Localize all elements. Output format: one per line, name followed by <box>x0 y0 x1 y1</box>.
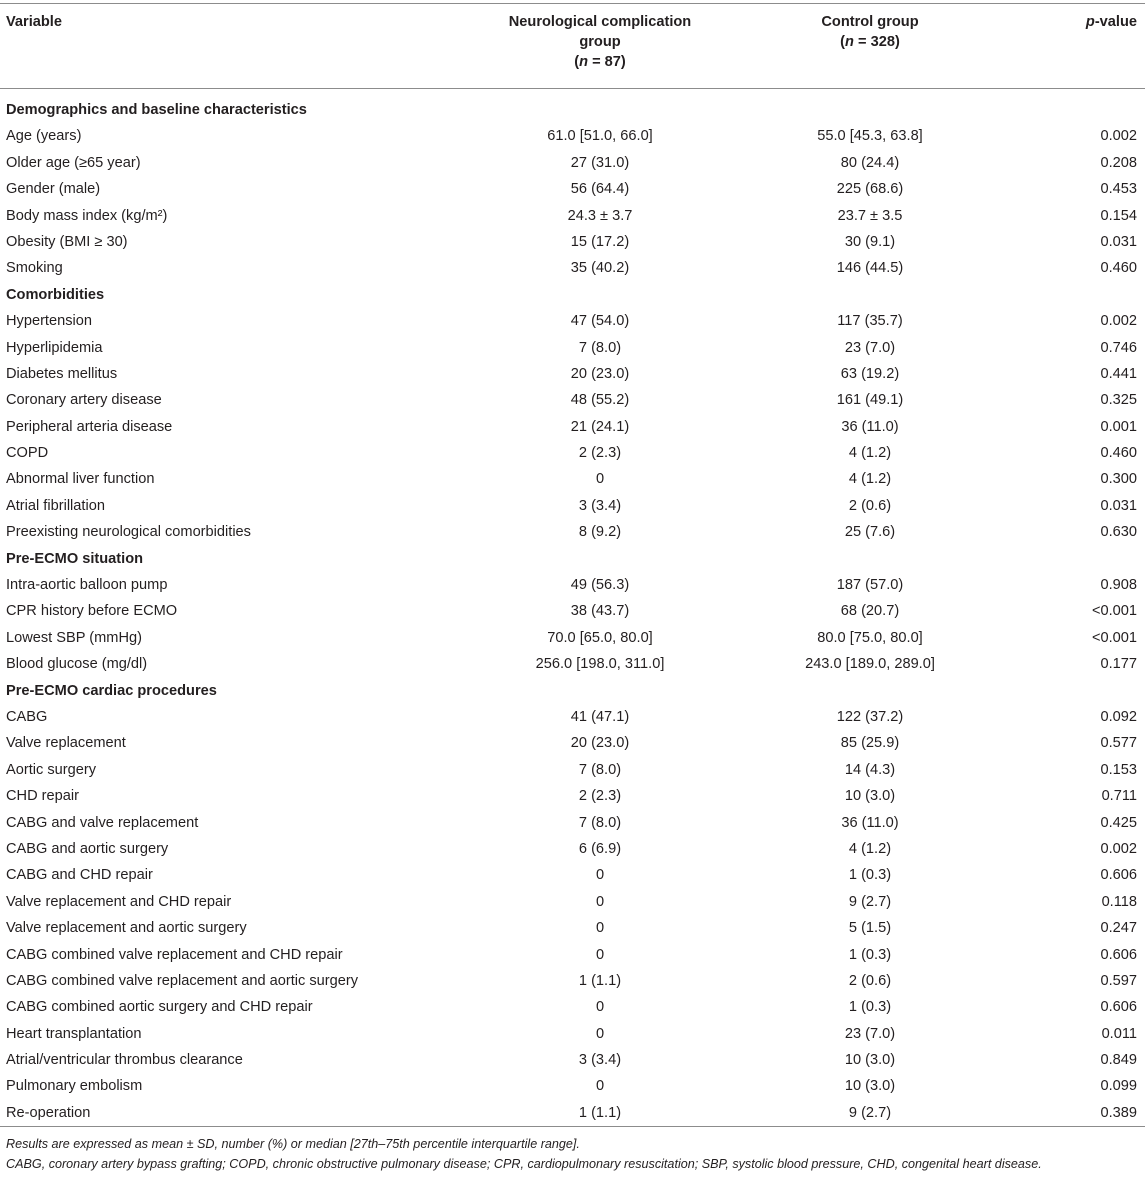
cell-neurological-group: 0 <box>595 1025 605 1042</box>
cell-neurological-group: 0 <box>595 867 605 884</box>
cell-neurological-group: 24.3 ± 3.7 <box>567 207 633 224</box>
section-title: Demographics and baseline characteristics <box>6 102 307 118</box>
table-bottom-rule <box>0 1126 1145 1127</box>
cell-control-group: 4 (1.2) <box>848 445 892 462</box>
cell-control-group: 23 (7.0) <box>844 339 896 356</box>
cell-variable: Valve replacement and aortic surgery <box>6 920 247 937</box>
table-row <box>0 836 1145 862</box>
cell-neurological-group: 3 (3.4) <box>578 1052 622 1069</box>
cell-variable: Gender (male) <box>6 181 101 198</box>
table-row <box>0 229 1145 255</box>
cell-p-value: 0.154 <box>1100 207 1137 224</box>
cell-neurological-group: 20 (23.0) <box>570 735 630 752</box>
cell-variable: Valve replacement <box>6 735 126 752</box>
cell-p-value: <0.001 <box>1091 603 1137 620</box>
cell-p-value: 0.325 <box>1100 392 1137 409</box>
cell-p-value: 0.849 <box>1100 1052 1137 1069</box>
cell-variable: Peripheral arteria disease <box>6 418 173 435</box>
cell-neurological-group: 1 (1.1) <box>578 1104 622 1121</box>
cell-variable: Valve replacement and CHD repair <box>6 893 232 910</box>
section-header-row <box>0 678 1145 704</box>
cell-neurological-group: 7 (8.0) <box>578 339 622 356</box>
table-row <box>0 862 1145 888</box>
table-row <box>0 783 1145 809</box>
cell-variable: Preexisting neurological comorbidities <box>6 524 251 541</box>
table-top-rule <box>0 3 1145 4</box>
table-row <box>0 994 1145 1020</box>
cell-variable: Body mass index (kg/m²) <box>6 207 168 224</box>
table-body <box>0 97 1145 1126</box>
cell-variable: Heart transplantation <box>6 1025 142 1042</box>
header-p-value <box>1086 12 1137 32</box>
cell-variable: Older age (≥65 year) <box>6 154 141 171</box>
cell-variable: Obesity (BMI ≥ 30) <box>6 233 128 250</box>
cell-variable: Atrial/ventricular thrombus clearance <box>6 1052 243 1069</box>
cell-neurological-group: 0 <box>595 1078 605 1095</box>
cell-variable: Blood glucose (mg/dl) <box>6 656 148 673</box>
cell-p-value: 0.425 <box>1100 814 1137 831</box>
table-row <box>0 387 1145 413</box>
cell-neurological-group: 2 (2.3) <box>578 788 622 805</box>
cell-neurological-group: 21 (24.1) <box>570 418 630 435</box>
cell-p-value: 0.099 <box>1100 1078 1137 1095</box>
section-header-row <box>0 546 1145 572</box>
cell-neurological-group: 256.0 [198.0, 311.0] <box>535 656 665 673</box>
section-title: Pre-ECMO situation <box>6 550 144 567</box>
cell-control-group: 146 (44.5) <box>836 260 904 277</box>
table-row <box>0 598 1145 624</box>
cell-control-group: 10 (3.0) <box>844 1078 896 1095</box>
table-row <box>0 519 1145 545</box>
cell-p-value: 0.597 <box>1100 972 1137 989</box>
table-row <box>0 150 1145 176</box>
cell-control-group: 5 (1.5) <box>848 920 892 937</box>
cell-control-group: 68 (20.7) <box>840 603 900 620</box>
cell-control-group: 80 (24.4) <box>840 154 900 171</box>
cell-p-value: 0.606 <box>1100 999 1137 1016</box>
cell-variable: CABG and valve replacement <box>6 814 199 831</box>
cell-p-value: 0.453 <box>1100 181 1137 198</box>
table-row <box>0 176 1145 202</box>
table-row <box>0 968 1145 994</box>
cell-control-group: 30 (9.1) <box>844 233 896 250</box>
cell-variable: Aortic surgery <box>6 761 97 778</box>
cell-variable: CABG and CHD repair <box>6 867 153 884</box>
table-row <box>0 942 1145 968</box>
cell-neurological-group: 6 (6.9) <box>578 840 622 857</box>
cell-control-group: 23 (7.0) <box>844 1025 896 1042</box>
cell-p-value: 0.002 <box>1100 313 1137 330</box>
cell-control-group: 2 (0.6) <box>848 972 892 989</box>
cell-p-value: 0.031 <box>1100 497 1137 514</box>
cell-p-value: 0.002 <box>1100 840 1137 857</box>
cell-variable: Smoking <box>6 260 63 277</box>
cell-variable: Intra-aortic balloon pump <box>6 577 168 594</box>
cell-neurological-group: 61.0 [51.0, 66.0] <box>547 128 653 145</box>
footnote-line-2: CABG, coronary artery bypass grafting; COPD, chronic obstructive pulmonary disease; CPR, cardiopulmonary resuscitation; SBP, systolic blood pressure, CHD, congenital heart disease. <box>6 1157 1042 1171</box>
cell-neurological-group: 7 (8.0) <box>578 814 622 831</box>
table-row <box>0 255 1145 281</box>
header-ncg-n: (n = 87) <box>574 54 626 70</box>
cell-control-group: 55.0 [45.3, 63.8] <box>817 128 923 145</box>
cell-control-group: 23.7 ± 3.5 <box>837 207 903 224</box>
table-row <box>0 625 1145 651</box>
cell-neurological-group: 3 (3.4) <box>578 497 622 514</box>
header-bottom-rule <box>0 88 1145 89</box>
cell-p-value: 0.577 <box>1100 735 1137 752</box>
cell-control-group: 1 (0.3) <box>848 946 892 963</box>
cell-neurological-group: 49 (56.3) <box>570 577 630 594</box>
cell-neurological-group: 20 (23.0) <box>570 365 630 382</box>
cell-neurological-group: 15 (17.2) <box>570 233 630 250</box>
cell-p-value: 0.177 <box>1100 656 1137 673</box>
cell-variable: CHD repair <box>6 788 79 805</box>
table-row <box>0 757 1145 783</box>
header-ncg-line1: Neurological complication <box>508 14 692 30</box>
table-row <box>0 704 1145 730</box>
cell-variable: Diabetes mellitus <box>6 365 118 382</box>
cell-control-group: 161 (49.1) <box>836 392 904 409</box>
cell-neurological-group: 47 (54.0) <box>570 313 630 330</box>
cell-control-group: 10 (3.0) <box>844 1052 896 1069</box>
cell-p-value: 0.460 <box>1100 260 1137 277</box>
cell-neurological-group: 7 (8.0) <box>578 761 622 778</box>
cell-p-value: 0.606 <box>1100 867 1137 884</box>
cell-variable: COPD <box>6 445 49 462</box>
cell-control-group: 36 (11.0) <box>841 814 899 831</box>
header-control-group <box>770 12 970 52</box>
cell-neurological-group: 0 <box>595 946 605 963</box>
cell-neurological-group: 56 (64.4) <box>570 181 630 198</box>
cell-neurological-group: 0 <box>595 471 605 488</box>
cell-variable: CABG and aortic surgery <box>6 840 169 857</box>
cell-control-group: 63 (19.2) <box>840 365 900 382</box>
cell-control-group: 9 (2.7) <box>848 893 892 910</box>
header-p-rest: -value <box>1094 14 1137 30</box>
cell-control-group: 14 (4.3) <box>844 761 896 778</box>
cell-control-group: 187 (57.0) <box>836 577 904 594</box>
cell-p-value: 0.389 <box>1100 1104 1137 1121</box>
cell-p-value: 0.118 <box>1101 893 1137 910</box>
header-control-n: (n = 328) <box>840 34 900 50</box>
table-row <box>0 335 1145 361</box>
cell-control-group: 9 (2.7) <box>848 1104 892 1121</box>
table-row <box>0 572 1145 598</box>
cell-variable: Age (years) <box>6 128 82 145</box>
cell-control-group: 36 (11.0) <box>841 418 899 435</box>
cell-control-group: 1 (0.3) <box>848 867 892 884</box>
table-row <box>0 123 1145 149</box>
section-header-row <box>0 282 1145 308</box>
cell-control-group: 80.0 [75.0, 80.0] <box>817 629 923 646</box>
cell-variable: Hypertension <box>6 313 92 330</box>
cell-control-group: 117 (35.7) <box>837 313 903 330</box>
table-footnotes <box>6 1134 1141 1174</box>
table-row <box>0 1047 1145 1073</box>
cell-neurological-group: 35 (40.2) <box>570 260 630 277</box>
section-title: Comorbidities <box>6 286 105 303</box>
cell-neurological-group: 1 (1.1) <box>578 972 622 989</box>
cell-p-value: 0.208 <box>1100 154 1137 171</box>
cell-variable: Hyperlipidemia <box>6 339 103 356</box>
table-row <box>0 730 1145 756</box>
table-row <box>0 1100 1145 1126</box>
cell-p-value: 0.746 <box>1100 339 1137 356</box>
cell-control-group: 4 (1.2) <box>848 471 892 488</box>
cell-p-value: 0.300 <box>1100 471 1137 488</box>
cell-variable: Lowest SBP (mmHg) <box>6 629 142 646</box>
cell-p-value: <0.001 <box>1091 629 1137 646</box>
table-row <box>0 915 1145 941</box>
section-title: Pre-ECMO cardiac procedures <box>6 682 217 699</box>
header-control-n-italic: n <box>845 34 854 50</box>
cell-neurological-group: 0 <box>595 999 605 1016</box>
cell-variable: Pulmonary embolism <box>6 1078 143 1095</box>
cell-neurological-group: 48 (55.2) <box>570 392 630 409</box>
table-row <box>0 466 1145 492</box>
table-row <box>0 889 1145 915</box>
cell-control-group: 1 (0.3) <box>848 999 892 1016</box>
cell-p-value: 0.011 <box>1101 1025 1137 1042</box>
cell-neurological-group: 8 (9.2) <box>578 524 622 541</box>
cell-p-value: 0.031 <box>1100 233 1137 250</box>
cell-variable: CABG <box>6 708 48 725</box>
cell-control-group: 85 (25.9) <box>840 735 900 752</box>
table-row <box>0 308 1145 334</box>
header-ncg-line2: group <box>579 34 621 50</box>
header-control-line1: Control group <box>821 14 919 30</box>
cell-control-group: 225 (68.6) <box>836 181 904 198</box>
table-row <box>0 440 1145 466</box>
cell-control-group: 10 (3.0) <box>844 788 896 805</box>
cell-p-value: 0.441 <box>1100 365 1137 382</box>
header-ncg-n-italic: n <box>579 54 589 70</box>
cell-variable: Coronary artery disease <box>6 392 162 409</box>
section-header-row <box>0 97 1145 123</box>
cell-neurological-group: 27 (31.0) <box>570 154 630 171</box>
cell-neurological-group: 0 <box>595 893 605 910</box>
cell-p-value: 0.002 <box>1100 128 1137 145</box>
cell-p-value: 0.630 <box>1100 524 1137 541</box>
cell-p-value: 0.908 <box>1100 577 1137 594</box>
cell-p-value: 0.247 <box>1100 920 1137 937</box>
cell-p-value: 0.711 <box>1101 788 1137 805</box>
cell-variable: Abnormal liver function <box>6 471 155 488</box>
cell-p-value: 0.460 <box>1100 445 1137 462</box>
cell-control-group: 243.0 [189.0, 289.0] <box>805 656 935 673</box>
cell-variable: CABG combined aortic surgery and CHD repair <box>6 999 313 1016</box>
cell-variable: CABG combined valve replacement and CHD repair <box>6 946 343 963</box>
cell-p-value: 0.153 <box>1100 761 1137 778</box>
table-row <box>0 493 1145 519</box>
cell-control-group: 4 (1.2) <box>848 840 892 857</box>
header-variable: Variable <box>6 14 62 30</box>
table-row <box>0 414 1145 440</box>
cell-variable: CPR history before ECMO <box>6 603 178 620</box>
cell-neurological-group: 70.0 [65.0, 80.0] <box>547 629 653 646</box>
cell-p-value: 0.001 <box>1100 418 1137 435</box>
cell-p-value: 0.092 <box>1100 708 1137 725</box>
cell-variable: CABG combined valve replacement and aortic surgery <box>6 972 359 989</box>
table-row <box>0 1021 1145 1047</box>
table-row <box>0 810 1145 836</box>
table-row <box>0 361 1145 387</box>
cell-control-group: 2 (0.6) <box>848 497 892 514</box>
header-p-italic: p <box>1085 14 1095 30</box>
cell-neurological-group: 38 (43.7) <box>570 603 630 620</box>
table-row <box>0 203 1145 229</box>
cell-variable: Re-operation <box>6 1104 91 1121</box>
cell-neurological-group: 41 (47.1) <box>570 708 630 725</box>
header-neurological-group <box>480 12 720 72</box>
table-row <box>0 1073 1145 1099</box>
cell-variable: Atrial fibrillation <box>6 497 105 514</box>
cell-p-value: 0.606 <box>1100 946 1137 963</box>
cell-control-group: 25 (7.6) <box>844 524 896 541</box>
cell-neurological-group: 0 <box>595 920 605 937</box>
table-row <box>0 651 1145 677</box>
cell-neurological-group: 2 (2.3) <box>578 445 622 462</box>
cell-control-group: 122 (37.2) <box>836 708 904 725</box>
footnote-line-1: Results are expressed as mean ± SD, number (%) or median [27th–75th percentile interquartile range]. <box>6 1137 580 1151</box>
